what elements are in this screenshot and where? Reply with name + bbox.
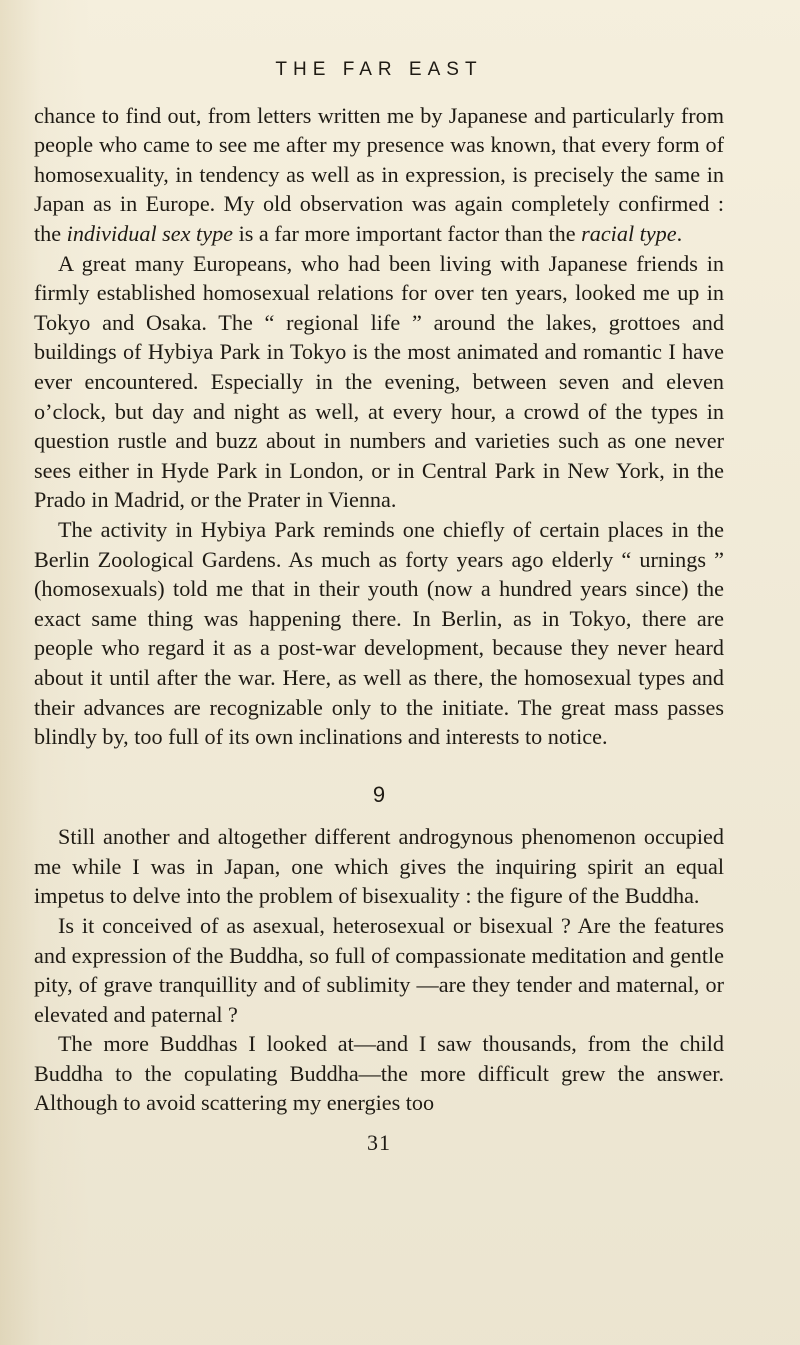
text-run: The activity in Hybiya Park reminds one chiefly of certain places in the Berlin Zoological Gardens. As much as forty years ago elderly “ urnings ” (homosexuals) told me that in their youth (now a hundred years since) the exact same thing was happening there. In Berlin, as in Tokyo, there are people who regard it as a post-war development, because they never heard about it until after the war. Here, as well as there, the homosexual types and their advances are recognizable only to the initiate. The great mass passes blindly by, too full of its own inclinations and interests to notice.: [34, 517, 724, 750]
paragraph: [34, 515, 724, 752]
paragraph: [34, 249, 724, 515]
paragraph: [34, 101, 724, 249]
paragraph: [34, 822, 724, 911]
running-head: THE FAR EAST: [275, 59, 483, 80]
body-text-section-8: [34, 101, 724, 752]
text-run: A great many Europeans, who had been living with Japanese friends in firmly established homosexual relations for over ten years, looked me up in Tokyo and Osaka. The “ regional life ” around the lakes, grottoes and buildings of Hybiya Park in Tokyo is the most animated and romantic I have ever encountered. Especially in the evening, between seven and eleven o’clock, but day and night as well, at every hour, a crowd of the types in question rustle and buzz about in numbers and varieties such as one never sees either in Hyde Park in London, or in Central Park in New York, in the Prado in Madrid, or the Prater in Vienna.: [34, 250, 724, 513]
text-run: Is it conceived of as asexual, heterosexual or bisexual ? Are the features and expression of the Buddha, so full of compassionate meditation and gentle pity, of grave tranquillity and of sublimity —are they tender and maternal, or elevated and paternal ?: [34, 912, 724, 1027]
book-page: [34, 58, 724, 1156]
italic-phrase: racial type: [581, 221, 677, 247]
paragraph: [34, 1029, 724, 1118]
text-run: .: [676, 221, 683, 247]
text-run: is a far more important factor than the: [233, 221, 582, 247]
text-run: Still another and altogether different androgynous phenomenon occupied me while I was in Japan, one which gives the inquiring spirit an equal impetus to delve into the problem of bisexuality : the figure of the Buddha.: [34, 824, 724, 909]
page-number: 31: [367, 1130, 391, 1156]
body-text-section-9: [34, 822, 724, 1118]
italic-phrase: individual sex type: [66, 221, 234, 247]
section-number: 9: [372, 781, 386, 807]
text-run: chance to find out, from letters written me by Japanese and particularly from people who came to see me after my presence was known, that every form of homosexuality, in tendency as well as in expression, is precisely the same in Japan as in Europe. My old observation was again completely confirmed : the: [34, 102, 724, 247]
paragraph: [34, 911, 724, 1029]
text-run: The more Buddhas I looked at—and I saw thousands, from the child Buddha to the copulating Buddha—the more difficult grew the answer. Although to avoid scattering my energies too: [34, 1031, 724, 1116]
